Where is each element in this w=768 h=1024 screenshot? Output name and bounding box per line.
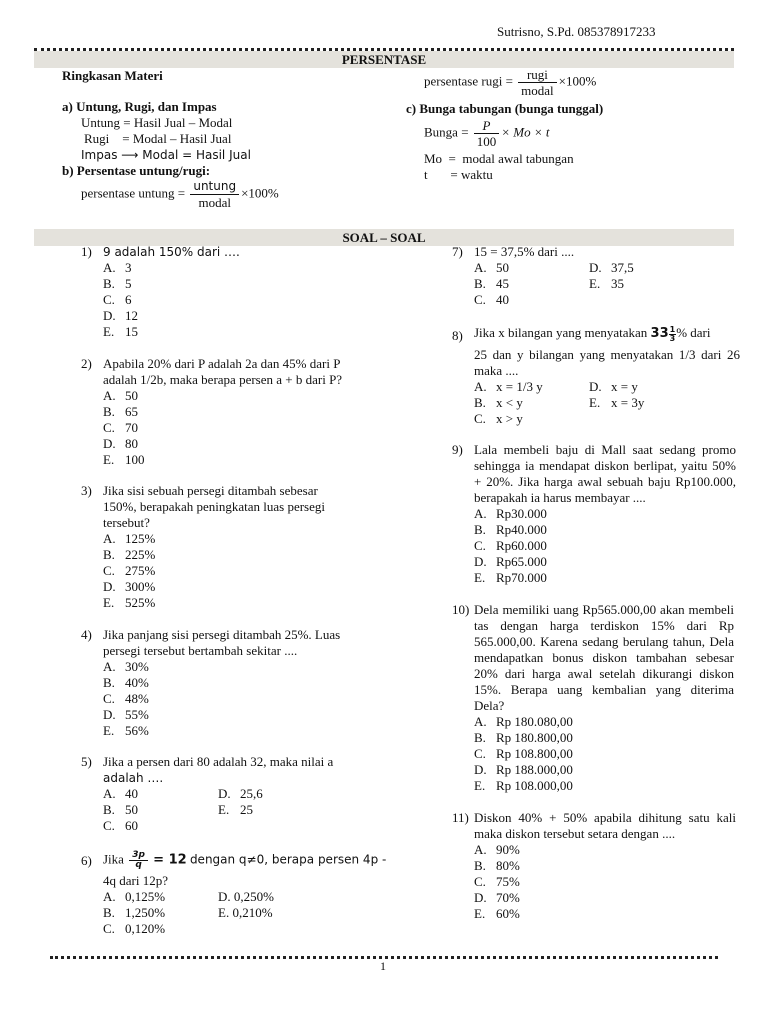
q11-option-e[interactable]: E. 60% — [474, 906, 520, 921]
question-5 — [81, 754, 371, 834]
bunga-tail: × Mo × t — [501, 124, 550, 140]
q1-option-a[interactable]: A. 3 — [103, 260, 132, 275]
q8-options — [474, 379, 740, 427]
author-header: Sutrisno, S.Pd. 085378917233 — [497, 24, 656, 39]
question-9 — [452, 442, 740, 586]
pu-denominator: modal — [198, 195, 231, 210]
impas-formula: Impas ⟶ Modal = Hasil Jual — [81, 148, 251, 162]
q4-option-b[interactable]: B. 40% — [103, 675, 149, 690]
q9-option-a[interactable]: A. Rp30.000 — [474, 506, 547, 521]
page-number: 1 — [380, 959, 386, 973]
q8-fraction: $\frac{1}{3}$ — [669, 324, 676, 343]
q6-option-a[interactable]: A. 0,125% — [103, 889, 166, 904]
pr-label: persentase rugi = — [424, 73, 513, 89]
q8-option-b[interactable]: B. x < y — [474, 395, 523, 410]
untung-formula: Untung = Hasil Jual – Modal — [81, 115, 233, 130]
bunga-formula — [424, 118, 550, 149]
q10-option-c[interactable]: C. Rp 108.800,00 — [474, 746, 573, 761]
q9-option-d[interactable]: D. Rp65.000 — [474, 554, 547, 569]
question-6 — [81, 850, 387, 937]
question-4 — [81, 627, 371, 739]
rugi-formula: Rugi = Modal – Hasil Jual — [84, 131, 232, 146]
q4-option-a[interactable]: A. 30% — [103, 659, 149, 674]
question-7 — [452, 244, 740, 308]
q9-text: Lala membeli baju di Mall saat sedang promo sehingga ia mendapat diskon berlipat, yaitu 50% + 20%. Jika harga awal sebuah baju Rp100.000, berapakah ia harus membayar .... — [474, 442, 736, 505]
q7-number: 7) — [452, 244, 463, 259]
pu-tail: ×100% — [241, 185, 279, 201]
q7-option-c[interactable]: C. 40 — [474, 292, 509, 307]
question-2 — [81, 356, 371, 468]
q10-number: 10) — [452, 602, 470, 617]
q5-option-b[interactable]: B. 50 — [103, 802, 138, 817]
q7-option-e[interactable]: E. 35 — [589, 276, 624, 291]
q3-option-a[interactable]: A. 125% — [103, 531, 156, 546]
q10-option-b[interactable]: B. Rp 180.800,00 — [474, 730, 573, 745]
q5-text-line2: adalah …. — [103, 771, 164, 785]
q2-option-c[interactable]: C. 70 — [103, 420, 138, 435]
q6-option-b[interactable]: B. 1,250% — [103, 905, 166, 920]
q3-option-d[interactable]: D. 300% — [103, 579, 156, 594]
q6-number: 6) — [81, 853, 92, 868]
q1-option-d[interactable]: D. 12 — [103, 308, 138, 323]
q7-option-d[interactable]: D. 37,5 — [589, 260, 634, 275]
q2-text: Apabila 20% dari P adalah 2a dan 45% dari P adalah 1/2b, maka berapa persen a + b dari P? — [103, 356, 343, 387]
q3-options — [103, 531, 371, 611]
q7-option-b[interactable]: B. 45 — [474, 276, 509, 291]
q9-option-b[interactable]: B. Rp40.000 — [474, 522, 547, 537]
q7-option-a[interactable]: A. 50 — [474, 260, 509, 275]
q7-options — [474, 260, 740, 308]
pr-tail: ×100% — [558, 73, 597, 89]
question-8 — [452, 325, 740, 427]
summary-heading: Ringkasan Materi — [62, 68, 163, 83]
q8-option-d[interactable]: D. x = y — [589, 379, 638, 394]
q11-options — [474, 842, 740, 922]
q11-option-c[interactable]: C. 75% — [474, 874, 520, 889]
mo-definition: Mo = modal awal tabungan — [424, 151, 574, 166]
q2-option-d[interactable]: D. 80 — [103, 436, 138, 451]
bunga-numerator: P — [474, 118, 500, 134]
pu-fraction — [190, 179, 239, 210]
q1-option-b[interactable]: B. 5 — [103, 276, 132, 291]
q1-option-c[interactable]: C. 6 — [103, 292, 132, 307]
q2-option-b[interactable]: B. 65 — [103, 404, 138, 419]
q8-option-a[interactable]: A. x = 1/3 y — [474, 379, 543, 394]
q10-text: Dela memiliki uang Rp565.000,00 akan membeli tas dengan harga terdiskon 15% dari Rp 565.000,00. Karena sedang berulang tahun, Dela mendapatkan bonus diskon tambahan sebesar 20% dari harga awal setelah dikurangi diskon 15%. Berapa uang kembalian yang diterima Dela? — [474, 602, 734, 713]
q3-option-e[interactable]: E. 525% — [103, 595, 156, 610]
q11-option-b[interactable]: B. 80% — [474, 858, 520, 873]
question-1 — [81, 244, 371, 340]
q2-option-e[interactable]: E. 100 — [103, 452, 145, 467]
question-3 — [81, 483, 371, 611]
q6-text-line1: Jika $\frac{3p}{q}$ = 12 dengan q≠0, berapa persen 4p - — [103, 850, 387, 870]
q9-options — [474, 506, 740, 586]
q3-text: Jika sisi sebuah persegi ditambah sebesar 150%, berapakah peningkatan luas persegi tersebut? — [103, 483, 326, 530]
q10-options — [474, 714, 740, 794]
q8-option-c[interactable]: C. x > y — [474, 411, 523, 426]
q5-number: 5) — [81, 754, 92, 769]
q9-number: 9) — [452, 442, 463, 457]
question-10 — [452, 602, 740, 794]
q4-number: 4) — [81, 627, 92, 642]
question-11 — [452, 810, 740, 922]
q6-option-e[interactable]: E. 0,210% — [218, 905, 273, 920]
bunga-label: Bunga = — [424, 124, 469, 140]
q2-number: 2) — [81, 356, 92, 371]
pr-numerator: rugi — [518, 67, 557, 83]
q1-text: 9 adalah 150% dari …. — [103, 245, 240, 259]
q2-options — [103, 388, 371, 468]
q4-option-c[interactable]: C. 48% — [103, 691, 149, 706]
q11-option-a[interactable]: A. 90% — [474, 842, 520, 857]
q5-option-c[interactable]: C. 60 — [103, 818, 138, 833]
q10-option-a[interactable]: A. Rp 180.080,00 — [474, 714, 573, 729]
q8-text-line2: 25 dan y bilangan yang menyatakan 1/3 dari 26 maka .... — [474, 347, 740, 378]
q4-options — [103, 659, 371, 739]
q4-option-d[interactable]: D. 55% — [103, 707, 149, 722]
q3-option-b[interactable]: B. 225% — [103, 547, 156, 562]
q8-text-line1: Jika x bilangan yang menyatakan 33 $\frac{1}{3}$ % dari — [474, 324, 711, 343]
q2-option-a[interactable]: A. 50 — [103, 388, 138, 403]
bunga-fraction — [474, 118, 500, 149]
q6-option-c[interactable]: C. 0,120% — [103, 921, 166, 936]
pu-numerator: untung — [190, 179, 239, 195]
persentase-rugi-formula — [424, 67, 596, 98]
q6-text-line2: 4q dari 12p? — [103, 873, 168, 888]
q5-option-e[interactable]: E. 25 — [218, 802, 253, 817]
q9-option-c[interactable]: C. Rp60.000 — [474, 538, 547, 553]
soal-title: SOAL – SOAL — [342, 230, 426, 245]
bunga-denominator: 100 — [476, 134, 497, 149]
pu-label: persentase untung = — [81, 185, 186, 201]
q4-option-e[interactable]: E. 56% — [103, 723, 149, 738]
section-c-title: c) Bunga tabungan (bunga tunggal) — [406, 101, 604, 116]
pr-fraction — [518, 67, 557, 98]
q1-options — [103, 260, 371, 340]
q5-options — [103, 786, 371, 834]
q5-text-line1: Jika a persen dari 80 adalah 32, maka nilai a — [103, 754, 334, 769]
q6-option-d[interactable]: D. 0,250% — [218, 889, 274, 904]
persentase-untung-formula — [81, 179, 279, 210]
q8-number: 8) — [452, 328, 463, 343]
q6-options — [103, 889, 371, 937]
q8-option-e[interactable]: E. x = 3y — [589, 395, 645, 410]
title-band — [34, 51, 734, 68]
q5-option-a[interactable]: A. 40 — [103, 786, 138, 801]
q6-fraction: $\frac{3p}{q}$ — [129, 851, 148, 870]
q7-text: 15 = 37,5% dari .... — [474, 244, 575, 259]
q9-option-e[interactable]: E. Rp70.000 — [474, 570, 547, 585]
q10-option-e[interactable]: E. Rp 108.000,00 — [474, 778, 573, 793]
section-a-title: a) Untung, Rugi, dan Impas — [62, 99, 217, 114]
q1-option-e[interactable]: E. 15 — [103, 324, 138, 339]
q11-text: Diskon 40% + 50% apabila dihitung satu kali maka diskon tersebut setara dengan .... — [474, 810, 736, 841]
q10-option-d[interactable]: D. Rp 188.000,00 — [474, 762, 573, 777]
t-definition: t = waktu — [424, 167, 493, 182]
pr-denominator: modal — [521, 83, 554, 98]
page-title: PERSENTASE — [341, 52, 427, 67]
q5-option-d[interactable]: D. 25,6 — [218, 786, 263, 801]
section-b-title: b) Persentase untung/rugi: — [62, 163, 211, 178]
q11-option-d[interactable]: D. 70% — [474, 890, 520, 905]
q11-number: 11) — [452, 810, 469, 825]
q4-text: Jika panjang sisi persegi ditambah 25%. Luas persegi tersebut bertambah sekitar .... — [103, 627, 341, 658]
q3-option-c[interactable]: C. 275% — [103, 563, 156, 578]
q3-number: 3) — [81, 483, 92, 498]
q1-number: 1) — [81, 244, 92, 259]
